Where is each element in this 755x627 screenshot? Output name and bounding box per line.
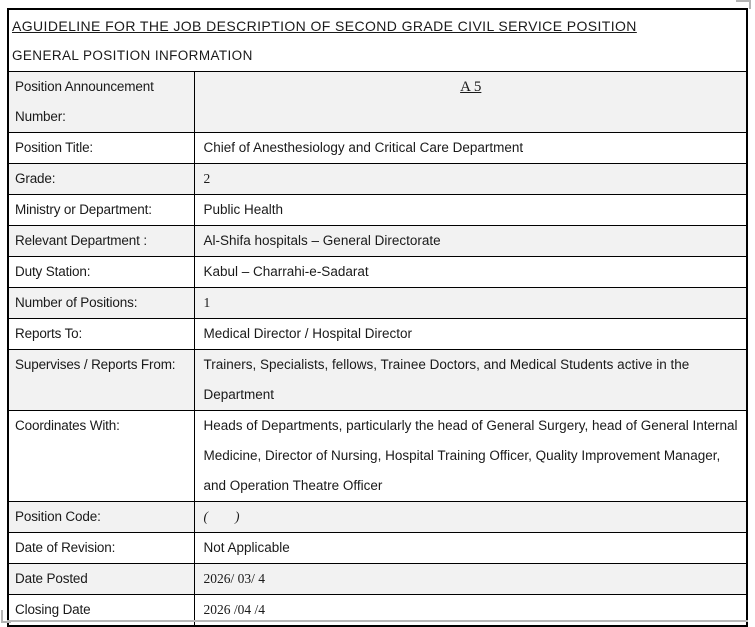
row-duty-station (8, 257, 747, 288)
row-label: Relevant Department : (8, 226, 194, 257)
page-boundary-mark-top-right (736, 0, 751, 9)
row-value: Medical Director / Hospital Director (194, 319, 747, 350)
row-label: Closing Date (8, 595, 194, 627)
row-value: Kabul – Charrahi-e-Sadarat (194, 257, 747, 288)
row-label: Date Posted (8, 564, 194, 595)
row-position-title (8, 133, 747, 164)
row-value: 2026/ 03/ 4 (194, 564, 747, 595)
row-supervises-reports-from (8, 350, 747, 411)
document-subtitle: GENERAL POSITION INFORMATION (12, 48, 253, 63)
row-relevant-department (8, 226, 747, 257)
row-label: Grade: (8, 164, 194, 195)
row-position-announcement-number (8, 72, 747, 133)
row-grade (8, 164, 747, 195)
row-value: Public Health (194, 195, 747, 226)
row-value: Chief of Anesthesiology and Critical Care Department (194, 133, 747, 164)
row-label: Duty Station: (8, 257, 194, 288)
row-label: Ministry or Department: (8, 195, 194, 226)
row-label: Date of Revision: (8, 533, 194, 564)
row-label: Number of Positions: (8, 288, 194, 319)
row-date-of-revision (8, 533, 747, 564)
row-number-of-positions (8, 288, 747, 319)
row-coordinates-with (8, 411, 747, 502)
row-reports-to (8, 319, 747, 350)
row-label: Position Code: (8, 502, 194, 533)
row-value: ( ) (194, 502, 747, 533)
row-value: 2026 /04 /4 (194, 595, 747, 627)
document-header-cell (8, 9, 747, 72)
announcement-number-value: A 5 (460, 79, 482, 95)
row-value: Not Applicable (194, 533, 747, 564)
row-value (194, 72, 747, 133)
row-ministry-or-department (8, 195, 747, 226)
job-description-table (7, 8, 748, 627)
row-date-posted (8, 564, 747, 595)
row-label: Coordinates With: (8, 411, 194, 502)
row-value: 1 (194, 288, 747, 319)
row-value: Trainers, Specialists, fellows, Trainee Doctors, and Medical Students active in the Department (194, 350, 747, 411)
row-label: Position Title: (8, 133, 194, 164)
row-label: Reports To: (8, 319, 194, 350)
document-title: AGUIDELINE FOR THE JOB DESCRIPTION OF SECOND GRADE CIVIL SERVICE POSITION (12, 18, 637, 34)
row-label: Supervises / Reports From: (8, 350, 194, 411)
row-label: Position Announcement Number: (8, 72, 194, 133)
row-value: Al-Shifa hospitals – General Directorate (194, 226, 747, 257)
row-value: 2 (194, 164, 747, 195)
table-header-row (8, 9, 747, 72)
row-position-code (8, 502, 747, 533)
row-value: Heads of Departments, particularly the head of General Surgery, head of General Internal Medicine, Director of Nursing, Hospital Training Officer, Quality Improvement Manager, and Operation Theatre Officer (194, 411, 747, 502)
